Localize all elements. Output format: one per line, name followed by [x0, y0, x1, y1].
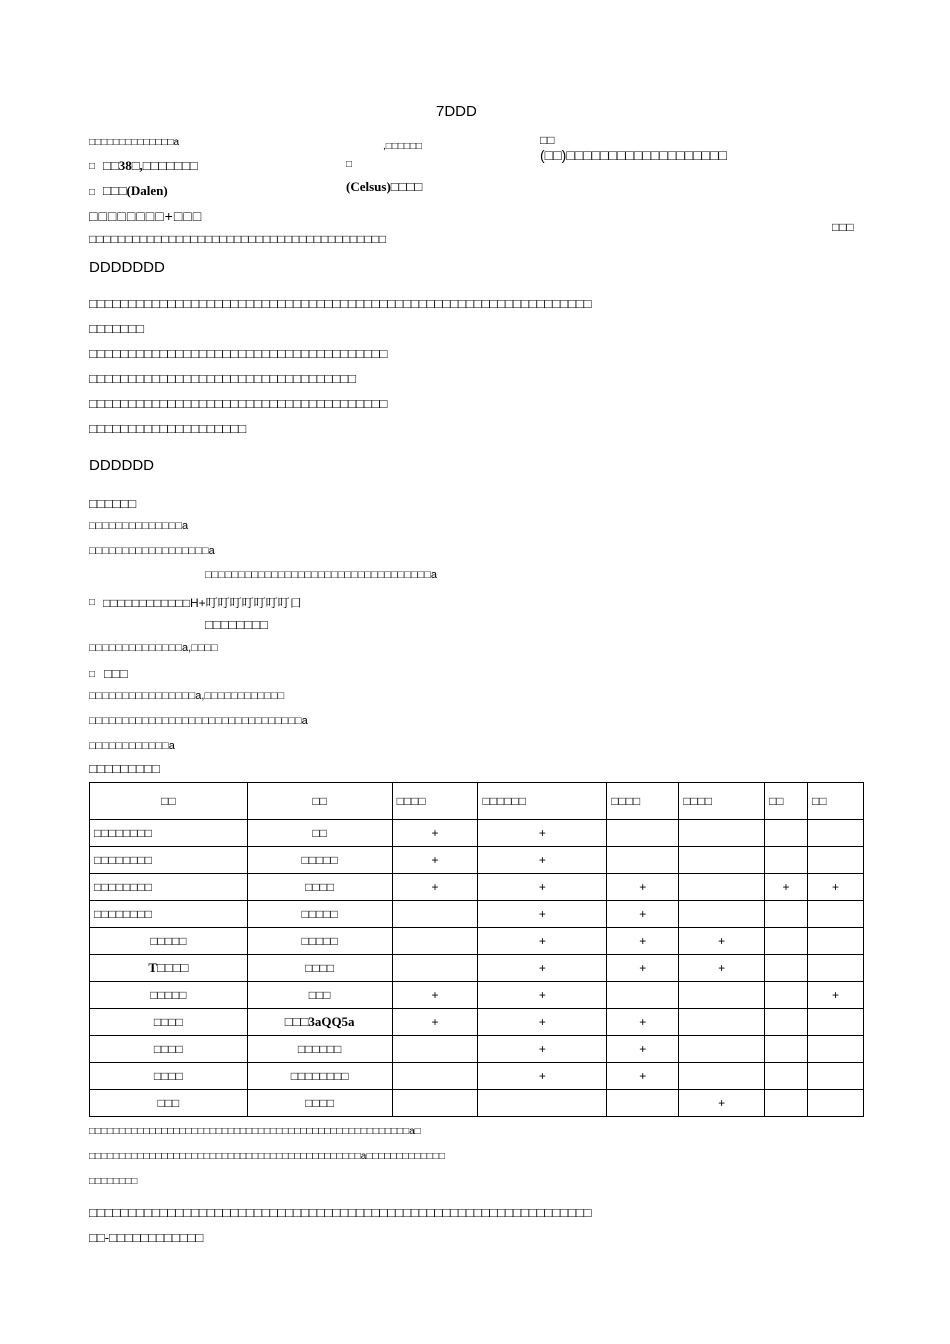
section1-line-3: □□□□□□□□□□□□□□□□□□□□□□□□□□□□□□□□□□□□□□: [89, 346, 388, 361]
table-cell: [679, 847, 765, 874]
section-heading: DDDDDD: [89, 457, 154, 474]
table-cell: □□□□□□□□: [247, 1063, 392, 1090]
table-cell: □□□□□□: [247, 1036, 392, 1063]
table-cell: [392, 901, 478, 928]
bullet-marker: □: [89, 597, 96, 608]
table-cell: □□□□□: [247, 901, 392, 928]
table-header-cell: □□: [247, 783, 392, 820]
table-cell: □□□□: [90, 1009, 248, 1036]
section2-line-1: □□□□□□□□□□□□□□a: [89, 520, 189, 532]
table-note-1: □□□□□□□□□□□□□□□□□□□□□□□□□□□□□□□□□□□□□□□□□□□□□□□□□□□□□a□: [89, 1126, 421, 1137]
table-cell: [392, 1090, 478, 1117]
closing-paragraph-line-1: □□□□□□□□□□□□□□□□□□□□□□□□□□□□□□□□□□□□□□□□□□□□□□□□□□□□□□□□□□□□□□□□: [89, 1205, 592, 1220]
table-cell: +: [679, 1090, 765, 1117]
table-row: [90, 982, 864, 1009]
table-cell: +: [607, 1063, 679, 1090]
table-cell: [607, 847, 679, 874]
intro-bullet-1: □□38□,□□□□□□□: [103, 158, 198, 173]
table-cell: +: [478, 901, 607, 928]
table-cell: +: [607, 1036, 679, 1063]
section2-line-3: □□□□□□□□□□□□□□□□□□□□□□□□□□□□□□□□□□a: [205, 569, 438, 581]
table-cell: □□□□: [247, 1090, 392, 1117]
section2-line-5: □□□□□□□□: [205, 617, 268, 632]
table-cell: +: [607, 901, 679, 928]
intro-celsus: (Celsus)□□□□: [346, 179, 423, 194]
table-cell: +: [607, 955, 679, 982]
table-cell: +: [478, 874, 607, 901]
table-header-cell: □□□□: [679, 783, 765, 820]
intro-right-line: (□□)□□□□□□□□□□□□□□□□□□□: [540, 147, 727, 163]
table-cell: [808, 1090, 864, 1117]
table-cell: +: [478, 955, 607, 982]
table-cell: +: [607, 928, 679, 955]
table-cell: [808, 955, 864, 982]
table-cell: [808, 847, 864, 874]
table-row: [90, 847, 864, 874]
table-cell: +: [478, 820, 607, 847]
table-cell: [765, 1090, 808, 1117]
intro-formula-line: □□□□□□□□+□□□: [89, 208, 203, 224]
table-cell: □□□□□□□□: [90, 847, 248, 874]
table-note-3: □□□□□□□□: [89, 1176, 138, 1187]
table-row: [90, 928, 864, 955]
table-cell: [765, 820, 808, 847]
table-cell: □□□3aQQ5a: [247, 1009, 392, 1036]
table-cell: [765, 1009, 808, 1036]
table-header-cell: □□: [765, 783, 808, 820]
section2-line-2: □□□□□□□□□□□□□□□□□□a: [89, 545, 215, 557]
intro-right-small: □□□: [832, 220, 854, 234]
table-note-2: □□□□□□□□□□□□□□□□□□□□□□□□□□□□□□□□□□□□□□□□□□□□□a□□□□□□□□□□□□□: [89, 1151, 445, 1162]
intro-line-1: □□□□□□□□□□□□□□a: [89, 137, 180, 148]
table-cell: [607, 982, 679, 1009]
section1-paragraph-line-1: □□□□□□□□□□□□□□□□□□□□□□□□□□□□□□□□□□□□□□□□□□□□□□□□□□□□□□□□□□□□□□□□: [89, 296, 592, 311]
table-cell: [765, 901, 808, 928]
table-cell: □□□□: [247, 874, 392, 901]
table-cell: +: [392, 982, 478, 1009]
section1-paragraph-line-2: □□□□□□□: [89, 321, 144, 336]
table-cell: □□□□: [90, 1063, 248, 1090]
data-table: [89, 782, 864, 1117]
table-cell: +: [478, 847, 607, 874]
table-cell: [808, 1009, 864, 1036]
table-cell: [808, 901, 864, 928]
table-cell: □□□□□: [90, 982, 248, 1009]
table-header-cell: □□: [90, 783, 248, 820]
intro-right-label: □□: [540, 133, 555, 147]
table-cell: □□□□□: [90, 928, 248, 955]
table-cell: □□□□: [247, 955, 392, 982]
table-cell: [392, 1036, 478, 1063]
table-cell: T□□□□: [90, 955, 248, 982]
table-cell: [679, 901, 765, 928]
table-cell: +: [392, 1009, 478, 1036]
table-cell: □□□□□: [247, 928, 392, 955]
table-cell: +: [679, 955, 765, 982]
table-cell: □□□□: [90, 1036, 248, 1063]
intro-bullet-2: □□□(Dalen): [103, 183, 168, 198]
table-cell: +: [607, 874, 679, 901]
bullet-marker: □: [89, 187, 96, 198]
closing-paragraph-line-2: □□-□□□□□□□□□□□□: [89, 1230, 204, 1245]
intro-long-line: □□□□□□□□□□□□□□□□□□□□□□□□□□□□□□□□□□□□□□□□□: [89, 232, 387, 246]
table-cell: +: [607, 1009, 679, 1036]
table-cell: □□□□□□□□: [90, 820, 248, 847]
table-cell: +: [765, 874, 808, 901]
bullet-marker: □: [89, 161, 96, 172]
table-cell: +: [392, 820, 478, 847]
bullet-marker: □: [89, 669, 96, 680]
table-cell: □□□□□: [247, 847, 392, 874]
section2-subheading: □□□□□□: [89, 496, 137, 511]
table-header-row: [90, 783, 864, 820]
table-row: [90, 1090, 864, 1117]
section1-line-6: □□□□□□□□□□□□□□□□□□□□: [89, 421, 247, 436]
table-cell: [607, 1090, 679, 1117]
table-cell: [392, 955, 478, 982]
page-title: 7DDD: [436, 103, 477, 120]
table-cell: [808, 820, 864, 847]
intro-line-1-right: ,□□□□□□: [383, 141, 423, 152]
table-header-cell: □□□□: [607, 783, 679, 820]
table-cell: [392, 928, 478, 955]
section1-line-4: □□□□□□□□□□□□□□□□□□□□□□□□□□□□□□□□□□: [89, 371, 356, 386]
table-cell: □□□: [247, 982, 392, 1009]
table-cell: [808, 1036, 864, 1063]
table-header-cell: □□□□: [392, 783, 478, 820]
table-cell: [765, 955, 808, 982]
section2-line-10: □□□□□□□□□□□□a: [89, 740, 175, 752]
table-cell: [392, 1063, 478, 1090]
table-cell: [679, 1063, 765, 1090]
table-cell: [765, 1063, 808, 1090]
table-caption: □□□□□□□□□: [89, 761, 160, 776]
table-cell: [679, 820, 765, 847]
table-cell: [478, 1090, 607, 1117]
table-cell: [607, 820, 679, 847]
table-cell: +: [392, 874, 478, 901]
table-cell: +: [808, 982, 864, 1009]
table-cell: +: [679, 928, 765, 955]
table-cell: □□□□□□□□: [90, 874, 248, 901]
table-cell: +: [392, 847, 478, 874]
table-row: [90, 955, 864, 982]
table-cell: [679, 1036, 765, 1063]
table-cell: [765, 982, 808, 1009]
table-row: [90, 874, 864, 901]
table-cell: □□□□□□□□: [90, 901, 248, 928]
table-cell: [765, 928, 808, 955]
table-cell: □□: [247, 820, 392, 847]
table-row: [90, 1063, 864, 1090]
table-row: [90, 820, 864, 847]
table-cell: [765, 1036, 808, 1063]
intro-mid-bullet: □: [346, 159, 353, 170]
table-cell: [808, 928, 864, 955]
section2-line-4: □□□□□□□□□□□□H+叮叮叮叮叮叮叮口: [103, 596, 302, 610]
table-cell: +: [478, 1063, 607, 1090]
table-cell: +: [478, 982, 607, 1009]
table-cell: +: [478, 928, 607, 955]
table-cell: □□□: [90, 1090, 248, 1117]
table-header-cell: □□□□□□: [478, 783, 607, 820]
section-heading: DDDDDDD: [89, 259, 165, 276]
section2-line-7: □□□: [104, 666, 128, 681]
table-header-cell: □□: [808, 783, 864, 820]
table-cell: [808, 1063, 864, 1090]
table-cell: +: [478, 1009, 607, 1036]
table-cell: [679, 1009, 765, 1036]
table-cell: [765, 847, 808, 874]
section2-line-9: □□□□□□□□□□□□□□□□□□□□□□□□□□□□□□□□a: [89, 715, 308, 727]
table-cell: [679, 874, 765, 901]
table-cell: +: [808, 874, 864, 901]
section1-line-5: □□□□□□□□□□□□□□□□□□□□□□□□□□□□□□□□□□□□□□: [89, 396, 388, 411]
table-row: [90, 1009, 864, 1036]
table-cell: +: [478, 1036, 607, 1063]
table-row: [90, 1036, 864, 1063]
section2-line-8: □□□□□□□□□□□□□□□□a,□□□□□□□□□□□□: [89, 690, 285, 702]
section2-line-6: □□□□□□□□□□□□□□a,□□□□: [89, 642, 218, 654]
table-row: [90, 901, 864, 928]
table-cell: [679, 982, 765, 1009]
